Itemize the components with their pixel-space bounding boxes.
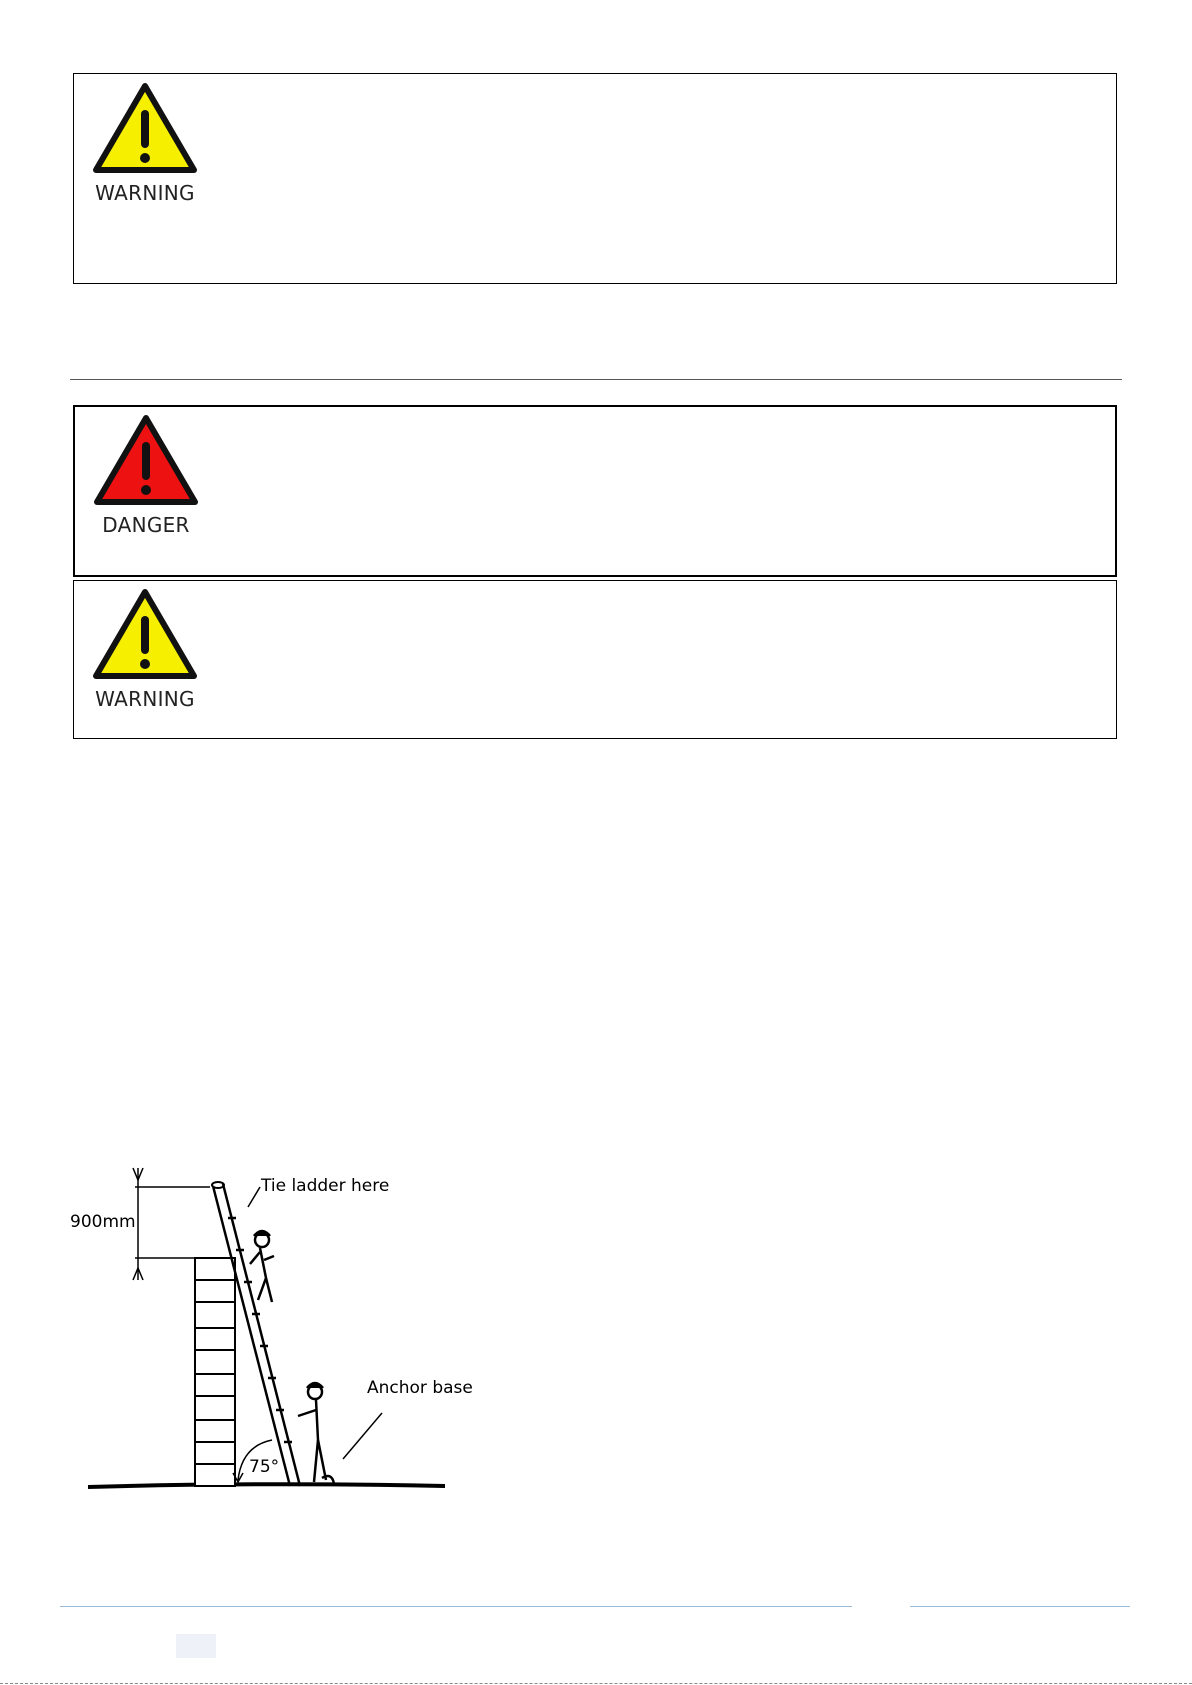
danger-notice (73, 405, 1117, 577)
warning-notice-1 (73, 73, 1117, 284)
footer-rule-right (910, 1606, 1130, 1607)
warning-triangle-icon (90, 80, 200, 176)
climber-figure (250, 1231, 274, 1302)
ground-line (88, 1484, 445, 1487)
brick-wall (195, 1258, 235, 1486)
anchor-label: Anchor base (367, 1378, 473, 1398)
danger-triangle-icon (91, 412, 201, 508)
sign-label: WARNING (95, 181, 195, 205)
warning-triangle-icon (90, 586, 200, 682)
warning-sign (90, 586, 200, 710)
tie-label: Tie ladder here (261, 1176, 390, 1196)
page-bottom-edge (0, 1683, 1192, 1684)
anchor-person-figure (298, 1383, 334, 1484)
section-divider (70, 379, 1122, 380)
ladder-safety-diagram (60, 1160, 480, 1500)
height-label: 900mm (70, 1212, 136, 1232)
footer-page-chip (176, 1634, 216, 1658)
sign-label: DANGER (102, 513, 190, 537)
sign-label: WARNING (95, 687, 195, 711)
warning-notice-2 (73, 580, 1117, 739)
footer-rule-left (60, 1606, 852, 1607)
danger-sign (91, 412, 201, 536)
angle-label: 75° (249, 1457, 280, 1477)
warning-sign (90, 80, 200, 204)
anchor-callout-line (343, 1413, 382, 1459)
tie-callout-line (248, 1187, 260, 1207)
